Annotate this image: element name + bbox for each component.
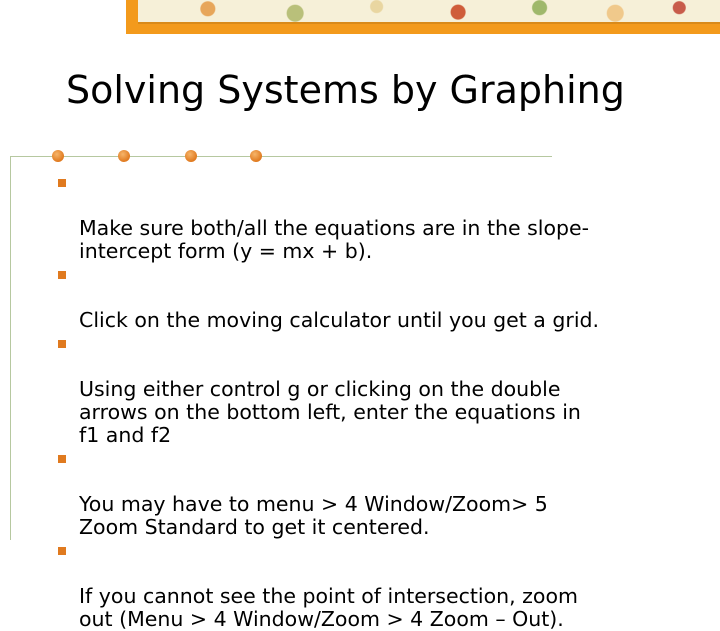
square-bullet-icon xyxy=(58,271,66,279)
square-bullet-icon xyxy=(58,547,66,555)
square-bullet-icon xyxy=(58,455,66,463)
bullet-item xyxy=(58,447,708,539)
bullet-text: Click on the moving calculator until you get a grid. xyxy=(79,308,600,332)
bullet-item xyxy=(58,263,708,332)
decorative-banner xyxy=(126,0,720,34)
bullet-list xyxy=(58,171,708,631)
bullet-item xyxy=(58,171,708,263)
slide-title: Solving Systems by Graphing xyxy=(66,68,625,112)
bullet-item xyxy=(58,332,708,447)
square-bullet-icon xyxy=(58,340,66,348)
bullet-text: If you cannot see the point of intersection, zoom out (Menu > 4 Window/Zoom > 4 Zoom – Out). xyxy=(79,584,578,631)
decorative-banner-image xyxy=(138,0,720,24)
bullet-text: Using either control g or clicking on the double arrows on the bottom left, enter the equations in f1 and f2 xyxy=(79,377,581,447)
bullet-text: Make sure both/all the equations are in the slope- intercept form (y = mx + b). xyxy=(79,216,590,263)
vertical-divider xyxy=(10,157,11,540)
decorative-dot-icon xyxy=(250,150,262,162)
bullet-text: You may have to menu > 4 Window/Zoom> 5 Zoom Standard to get it centered. xyxy=(79,492,548,539)
square-bullet-icon xyxy=(58,179,66,187)
decorative-dot-icon xyxy=(52,150,64,162)
decorative-dot-icon xyxy=(185,150,197,162)
bullet-item xyxy=(58,539,708,631)
horizontal-divider xyxy=(10,156,552,157)
decorative-dot-icon xyxy=(118,150,130,162)
